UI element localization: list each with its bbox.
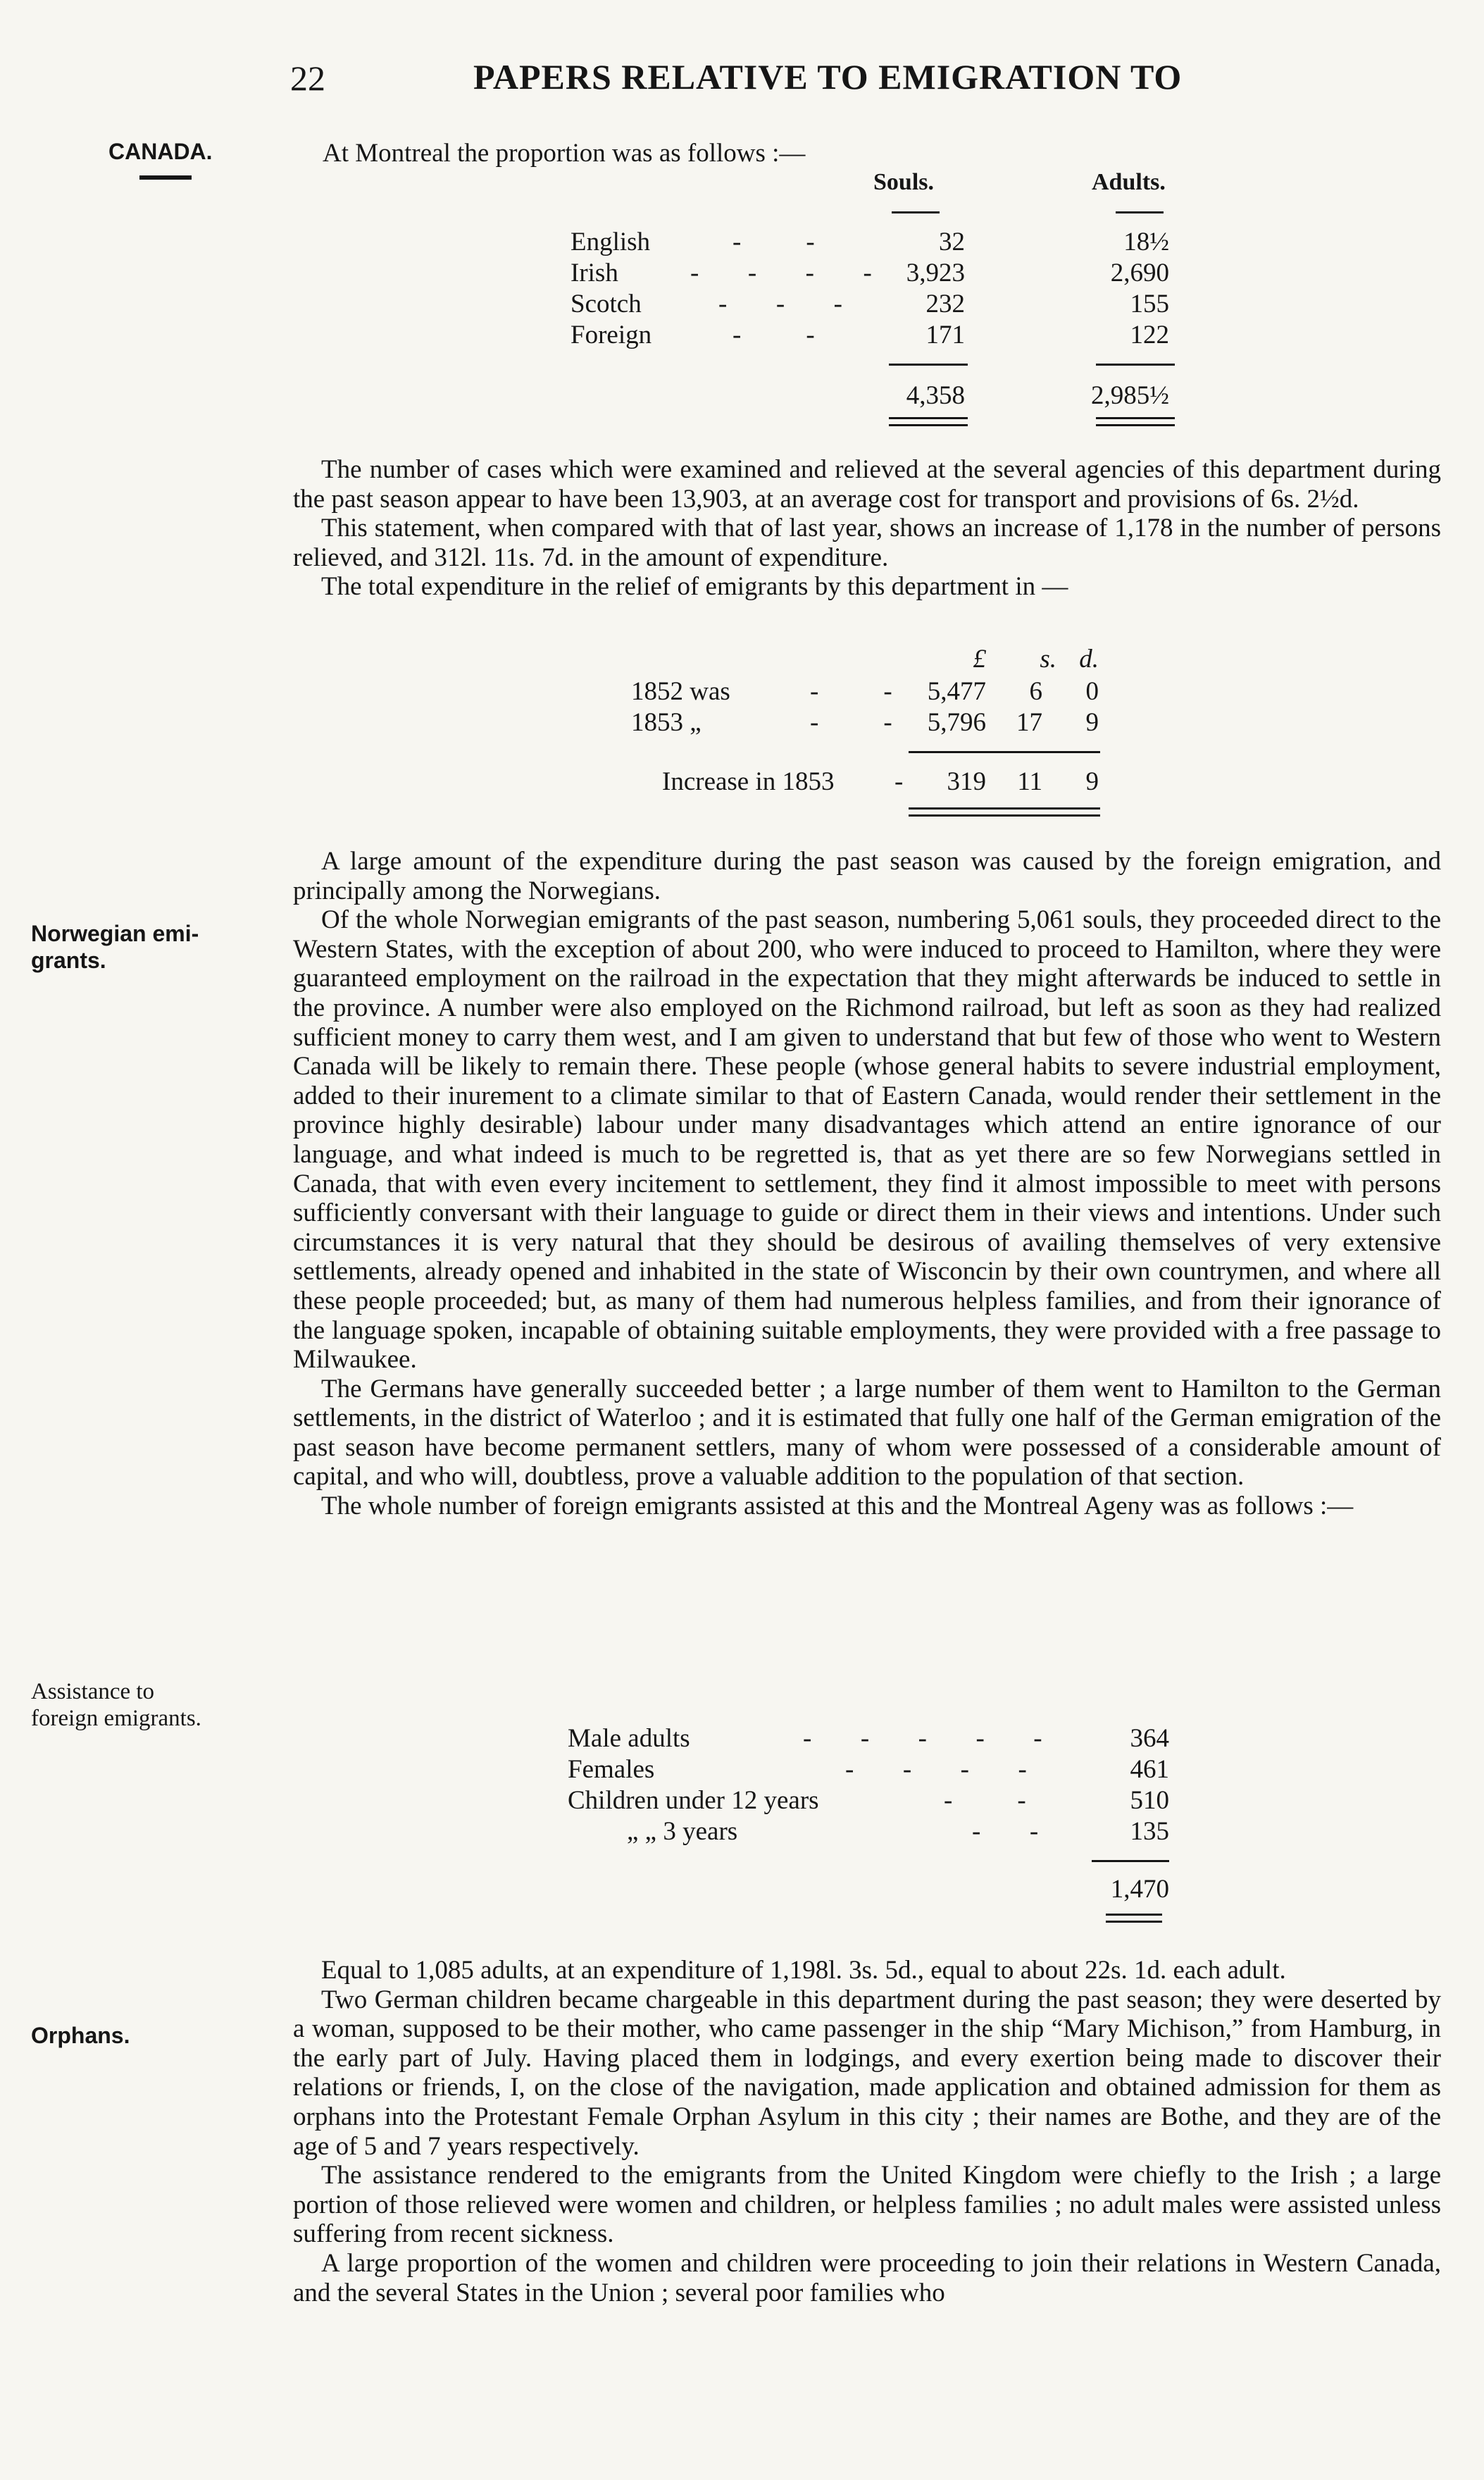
expenditure-sum-rule <box>909 751 1100 753</box>
paragraph: The total expenditure in the relief of emigrants by this department in — <box>321 572 1068 602</box>
montreal-adults-value: 122 <box>1130 321 1169 349</box>
montreal-row-label: Irish <box>570 259 618 287</box>
page-number: 22 <box>290 58 325 98</box>
adults-total-rule <box>1096 417 1175 419</box>
expenditure-row-label: 1852 was <box>631 677 730 706</box>
expenditure-pence: 0 <box>1085 677 1099 706</box>
expenditure-pence: 9 <box>1085 708 1099 737</box>
col-adults-header: Adults. <box>1092 169 1166 195</box>
margin-divider <box>139 175 192 180</box>
foreign-sum-rule <box>1092 1860 1169 1862</box>
leader-dashes: - - <box>944 1786 1028 1815</box>
souls-total-rule <box>889 417 968 419</box>
leader-dashes: - - - - - <box>803 1724 1044 1753</box>
text-block-1 <box>293 455 1441 602</box>
foreign-value: 510 <box>1130 1786 1169 1815</box>
paragraph: The Germans have generally succeeded better ; a large number of them went to Hamilton to the German settlements, in the district of Waterloo ; and it is estimated that fully one half of the German emigration of the past season have become permanent settlers, many of whom were possessed of a considerable amount of capital, and who will, doubtless, prove a valuable addition to the population of that section. <box>293 1374 1441 1492</box>
paragraph: Two German children became chargeable in this department during the past season; they were deserted by a woman, supposed to be their mother, who came passenger in the ship “Mary Michison,” from Hamburg, in the early part of July. Having placed them in lodgings, and every exertion being made to discover their relations or friends, I, on the close of the navigation, made application and obtained admission for them as orphans into the Protestant Female Orphan Asylum in this city ; their names are Bothe, and they are of the age of 5 and 7 years respectively. <box>293 1985 1441 2161</box>
margin-note-norwegian: Norwegian emi- grants. <box>31 921 199 973</box>
adults-sum-rule <box>1096 364 1175 366</box>
leader-dashes: - - <box>810 677 894 706</box>
montreal-souls-value: 232 <box>925 290 965 318</box>
foreign-row-label: Females <box>568 1755 655 1784</box>
montreal-souls-total: 4,358 <box>906 381 965 410</box>
expenditure-pounds: 5,477 <box>927 677 986 706</box>
montreal-souls-value: 3,923 <box>906 259 965 287</box>
increase-shillings: 11 <box>1017 767 1042 796</box>
expenditure-total-rule <box>909 807 1100 810</box>
text-block-3 <box>293 1956 1441 2307</box>
increase-pence: 9 <box>1085 767 1099 796</box>
paragraph: A large proportion of the women and children were proceeding to join their relations in Western Canada, and the several States in the Union ; several poor families who <box>293 2248 1441 2307</box>
montreal-adults-value: 18½ <box>1123 228 1169 256</box>
leader-dashes: - - <box>732 228 816 256</box>
pounds-header: £ <box>973 645 986 674</box>
montreal-souls-value: 32 <box>939 228 965 256</box>
margin-note-assistance: Assistance to foreign emigrants. <box>31 1679 201 1731</box>
increase-pounds: 319 <box>947 767 986 796</box>
souls-header-rule <box>892 211 940 213</box>
paragraph: Equal to 1,085 adults, at an expenditure of 1,198l. 3s. 5d., equal to about 22s. 1d. each adult. <box>321 1956 1286 1985</box>
leader-dashes: - - - - <box>690 259 873 287</box>
adults-header-rule <box>1116 211 1164 213</box>
foreign-row-label: Children under 12 years <box>568 1786 819 1815</box>
foreign-value: 461 <box>1130 1755 1169 1784</box>
expenditure-shillings: 6 <box>1029 677 1042 706</box>
souls-sum-rule <box>889 364 968 366</box>
foreign-total: 1,470 <box>1110 1875 1169 1904</box>
montreal-intro: At Montreal the proportion was as follows :— <box>323 139 806 168</box>
leader-dashes: - - <box>732 321 816 349</box>
shillings-header: s. <box>1040 645 1056 674</box>
montreal-adults-total: 2,985½ <box>1091 381 1169 410</box>
expenditure-pounds: 5,796 <box>927 708 986 737</box>
paragraph: The whole number of foreign emigrants assisted at this and the Montreal Ageny was as follows :— <box>321 1492 1354 1521</box>
foreign-total-rule <box>1106 1921 1162 1923</box>
paragraph: The assistance rendered to the emigrants from the United Kingdom were chiefly to the Irish ; a large portion of those relieved were women and children, or helpless families ; no adult males were assisted unless suffering from recent sickness. <box>293 2161 1441 2249</box>
montreal-row-label: Scotch <box>570 290 642 318</box>
expenditure-total-rule <box>909 814 1100 817</box>
paragraph: This statement, when compared with that of last year, shows an increase of 1,178 in the number of persons relieved, and 312l. 11s. 7d. in the amount of expenditure. <box>293 514 1441 572</box>
leader-dashes: - - <box>972 1817 1040 1846</box>
leader-dashes: - - <box>810 708 894 737</box>
paragraph: A large amount of the expenditure during the past season was caused by the foreign emigration, and principally among the Norwegians. <box>293 847 1441 905</box>
pence-header: d. <box>1079 645 1099 674</box>
col-souls-header: Souls. <box>873 169 934 195</box>
foreign-row-label: „ „ 3 years <box>627 1817 738 1846</box>
leader-dashes: - - - <box>718 290 844 318</box>
foreign-total-rule <box>1106 1914 1162 1916</box>
montreal-souls-value: 171 <box>925 321 965 349</box>
paragraph: Of the whole Norwegian emigrants of the past season, numbering 5,061 souls, they proceeded direct to the Western States, with the exception of about 200, who were induced to proceed to Hamilton, where they were guaranteed employment on the railroad in the expectation that they might afterwards be induced to settle in the province. A number were also employed on the Richmond railroad, but left as soon as they had realized sufficient money to carry them west, and I am given to understand that but few of those who went to Western Canada will be likely to remain there. These people (whose general habits to severe industrial employment, added to their inurement to a climate similar to that of Eastern Canada, would render their settlement in the province highly desirable) labour under many disadvantages which attend an entire ignorance of our language, and what indeed is much to be regretted is, that as yet there are so few Norwegians settled in Canada, that with even every incitement to settlement, they find it almost impossible to meet with persons sufficiently conversant with their language to guide or direct them in their views and intentions. Under such circumstances it is very natural that they should be desirous of availing themselves of very extensive settlements, already opened and inhabited in the state of Wisconcin by their own countrymen, and where all these people proceeded; but, as many of them had numerous helpless families, and from their ignorance of the language spoken, incapable of obtaining suitable employments, they were provided with a free passage to Milwaukee. <box>293 905 1441 1375</box>
leader-dashes: - <box>894 767 905 796</box>
increase-label: Increase in 1853 <box>662 767 835 796</box>
montreal-adults-value: 2,690 <box>1110 259 1169 287</box>
margin-note-orphans: Orphans. <box>31 2023 130 2048</box>
text-block-2 <box>293 847 1441 1521</box>
foreign-value: 135 <box>1130 1817 1169 1846</box>
foreign-value: 364 <box>1130 1724 1169 1753</box>
paragraph: The number of cases which were examined and relieved at the several agencies of this department during the past season appear to have been 13,903, at an average cost for transport and provisions of 6s. 2½d. <box>293 455 1441 514</box>
leader-dashes: - - - - <box>845 1755 1028 1784</box>
expenditure-row-label: 1853 „ <box>631 708 702 737</box>
foreign-row-label: Male adults <box>568 1724 690 1753</box>
montreal-row-label: Foreign <box>570 321 652 349</box>
montreal-row-label: English <box>570 228 651 256</box>
adults-total-rule <box>1096 424 1175 426</box>
montreal-adults-value: 155 <box>1130 290 1169 318</box>
margin-note-canada: CANADA. <box>108 139 213 164</box>
souls-total-rule <box>889 424 968 426</box>
expenditure-shillings: 17 <box>1016 708 1042 737</box>
page-title: PAPERS RELATIVE TO EMIGRATION TO <box>473 57 1183 97</box>
